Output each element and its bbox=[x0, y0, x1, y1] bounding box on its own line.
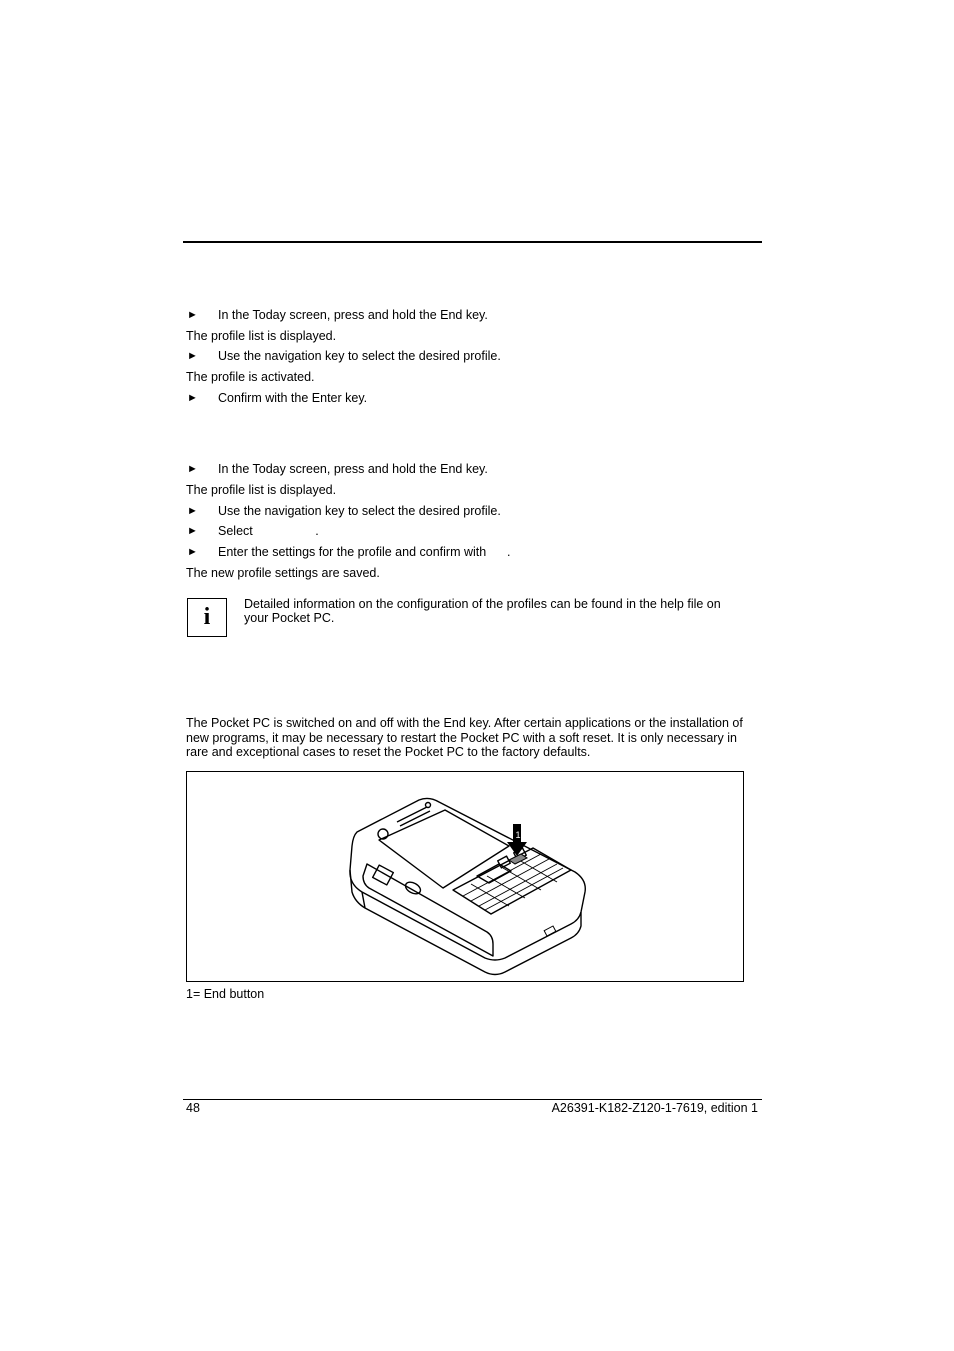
header-rule bbox=[183, 241, 762, 243]
step-text: Enter the settings for the profile and confirm with . bbox=[218, 545, 511, 559]
body-paragraph: The Pocket PC is switched on and off with the End key. After certain applications or the installation of new programs, it may be necessary to restart the Pocket PC with a soft reset. It is only necessary in rare and exceptional cases to reset the Pocket PC to the factory defaults. bbox=[186, 716, 743, 759]
page-number: 48 bbox=[186, 1101, 200, 1115]
bullet-icon: ► bbox=[187, 350, 198, 362]
step-text: In the Today screen, press and hold the End key. bbox=[218, 462, 488, 476]
device-figure bbox=[186, 771, 744, 982]
step-text: Confirm with the Enter key. bbox=[218, 391, 368, 405]
step-text: Select . bbox=[218, 524, 319, 538]
bullet-icon: ► bbox=[187, 309, 198, 321]
bullet-icon: ► bbox=[187, 525, 198, 537]
info-note-text: Detailed information on the configuration of the profiles can be found in the help file on your Pocket PC. bbox=[244, 597, 721, 625]
result-text: The profile list is displayed. bbox=[186, 483, 337, 497]
result-text: The profile is activated. bbox=[186, 370, 315, 384]
info-icon bbox=[187, 598, 227, 637]
bullet-icon: ► bbox=[187, 463, 198, 475]
step-text: Use the navigation key to select the desired profile. bbox=[218, 504, 501, 518]
bullet-icon: ► bbox=[187, 546, 198, 558]
pocket-pc-illustration bbox=[187, 772, 743, 981]
callout-number: 1 bbox=[515, 830, 521, 840]
step-text: In the Today screen, press and hold the End key. bbox=[218, 308, 488, 322]
document-id: A26391-K182-Z120-1-7619, edition 1 bbox=[551, 1101, 758, 1115]
result-text: The profile list is displayed. bbox=[186, 329, 337, 343]
footer-rule bbox=[183, 1099, 762, 1100]
bullet-icon: ► bbox=[187, 505, 198, 517]
info-icon-letter: i bbox=[203, 604, 211, 630]
bullet-icon: ► bbox=[187, 392, 198, 404]
result-text: The new profile settings are saved. bbox=[186, 566, 380, 580]
step-text: Use the navigation key to select the desired profile. bbox=[218, 349, 501, 363]
figure-caption: 1= End button bbox=[186, 987, 265, 1001]
